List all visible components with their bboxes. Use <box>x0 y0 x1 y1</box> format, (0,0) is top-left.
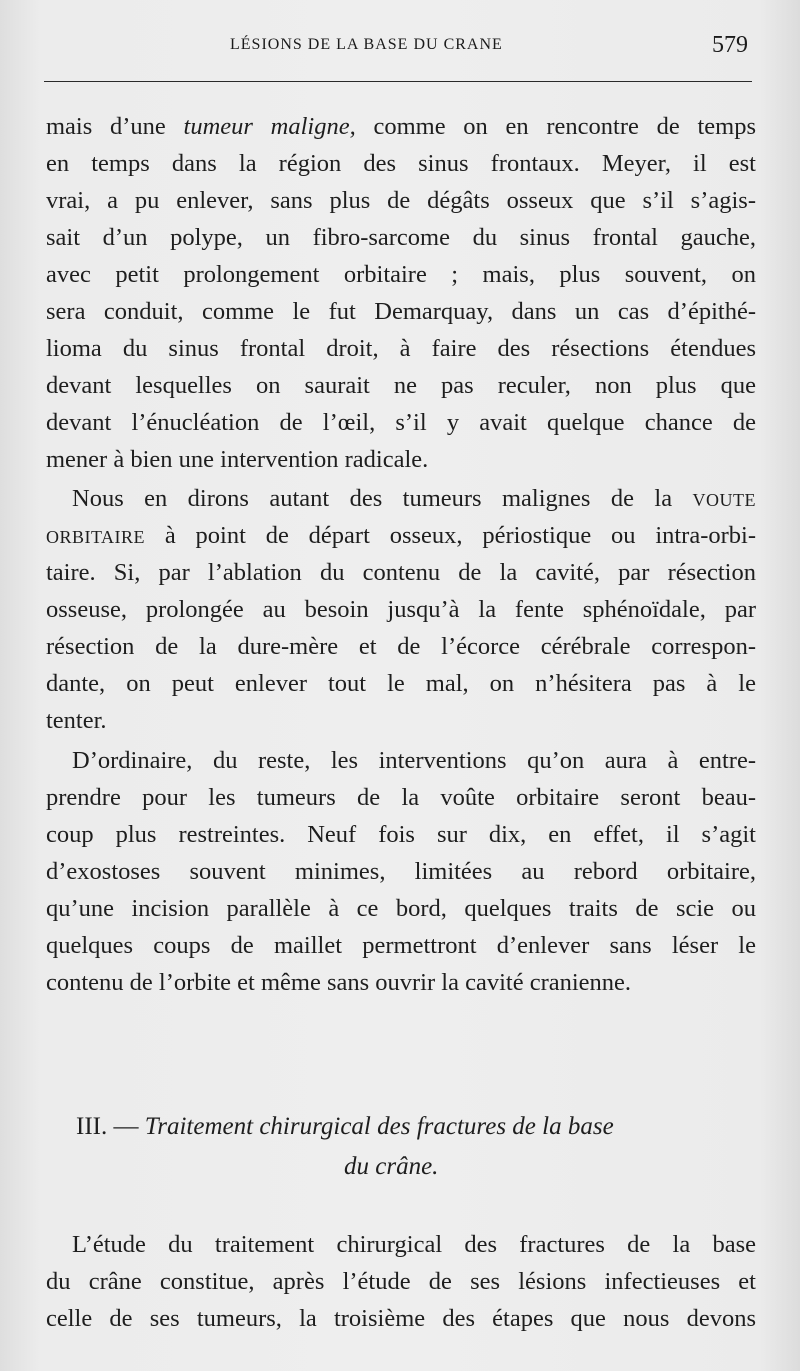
section-title-continued: du crâne. <box>344 1153 439 1180</box>
text-line: celle de ses tumeurs, la troisième des étapes que nous devons <box>46 1305 756 1332</box>
text-line: quelques coups de maillet permettront d’enlever sans léser le <box>46 932 756 959</box>
text-line: taire. Si, par l’ablation du contenu de la cavité, par résection <box>46 559 756 586</box>
text-line: résection de la dure-mère et de l’écorce cérébrale correspon- <box>46 633 756 660</box>
text-line: devant l’énucléation de l’œil, s’il y avait quelque chance de <box>46 409 756 436</box>
text-line: osseuse, prolongée au besoin jusqu’à la fente sphénoïdale, par <box>46 596 756 623</box>
text-line: Nous en dirons autant des tumeurs malignes de la VOUTE <box>72 485 756 512</box>
text-line: vrai, a pu enlever, sans plus de dégâts osseux que s’il s’agis- <box>46 187 756 214</box>
text-line: qu’une incision parallèle à ce bord, quelques traits de scie ou <box>46 895 756 922</box>
text-line: avec petit prolongement orbitaire ; mais, plus souvent, on <box>46 261 756 288</box>
small-caps-text: VOUTE <box>692 490 756 510</box>
text-line: en temps dans la région des sinus frontaux. Meyer, il est <box>46 150 756 177</box>
text-line: mener à bien une intervention radicale. <box>46 446 429 473</box>
section-heading-line <box>76 1108 614 1145</box>
emphasis-text: tumeur maligne, <box>183 113 356 140</box>
text-line: sera conduit, comme le fut Demarquay, dans un cas d’épithé- <box>46 298 756 325</box>
text-line: dante, on peut enlever tout le mal, on n’hésitera pas à le <box>46 670 756 697</box>
page-number: 579 <box>712 32 748 58</box>
header-rule <box>44 81 752 82</box>
section-title: Traitement chirurgical des fractures de la base <box>144 1113 614 1140</box>
section-number: III. — <box>76 1113 139 1140</box>
text-line: L’étude du traitement chirurgical des fractures de la base <box>72 1231 756 1258</box>
text-line: devant lesquelles on saurait ne pas reculer, non plus que <box>46 372 756 399</box>
text-line: d’exostoses souvent minimes, limitées au rebord orbitaire, <box>46 858 756 885</box>
text-line: contenu de l’orbite et même sans ouvrir la cavité cranienne. <box>46 969 632 996</box>
text-line: du crâne constitue, après l’étude de ses lésions infectieuses et <box>46 1268 756 1295</box>
text-line: sait d’un polype, un fibro-sarcome du sinus frontal gauche, <box>46 224 756 251</box>
text-line: prendre pour les tumeurs de la voûte orbitaire seront beau- <box>46 784 756 811</box>
text-line: D’ordinaire, du reste, les interventions qu’on aura à entre- <box>72 747 756 774</box>
running-head: LÉSIONS DE LA BASE DU CRANE <box>230 36 503 53</box>
text-line: mais d’une tumeur maligne, comme on en rencontre de temps <box>46 113 757 140</box>
page-header <box>0 32 800 62</box>
text-line: ORBITAIRE à point de départ osseux, périostique ou intra-orbi- <box>46 522 756 549</box>
text-line: tenter. <box>46 707 107 734</box>
small-caps-text: ORBITAIRE <box>46 527 146 547</box>
text-line: lioma du sinus frontal droit, à faire des résections étendues <box>46 335 756 362</box>
section-heading-line <box>344 1148 438 1185</box>
text-line: coup plus restreintes. Neuf fois sur dix, en effet, il s’agit <box>46 821 756 848</box>
